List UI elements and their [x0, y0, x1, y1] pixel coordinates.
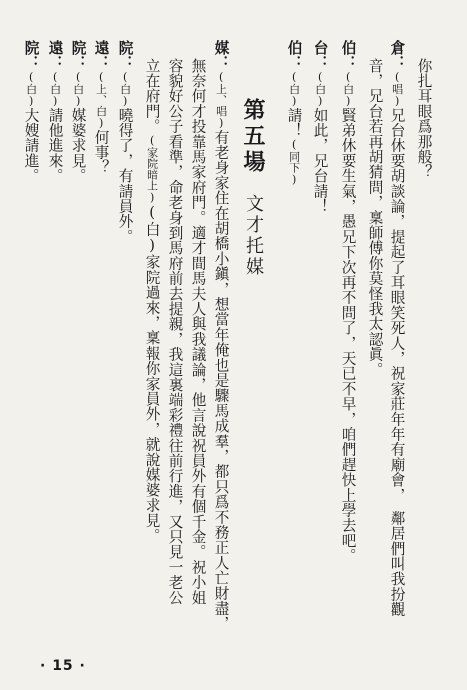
dialogue-text: 請他進來。 [46, 107, 64, 184]
scene-subtitle: 文才托媒 [243, 194, 264, 278]
speaker-label: 院： [116, 40, 134, 71]
speaker-label: 遠： [46, 40, 64, 71]
stage-direction: (白) [24, 70, 38, 108]
speaker-label: 遠： [92, 40, 110, 71]
stage-direction: (白) [71, 70, 85, 108]
speaker-label: 院： [22, 40, 40, 71]
dialogue-text: 容貌好公子看準，命老身到馬府前去提親，我這裏端彩禮往前行進，又只見一老公 [166, 58, 184, 606]
stage-direction: (上、唱) [214, 70, 228, 130]
dialogue-text: 何事？ [92, 129, 110, 176]
dialogue-text: 大嫂請進。 [22, 107, 40, 184]
speaker-label: 伯： [285, 40, 303, 71]
dialogue-text: 請！ [285, 107, 303, 138]
stage-direction: (同下) [287, 137, 301, 186]
dialogue-text: 有老身家住在胡橋小鎭，想當年俺也是驟馬成羣，都只爲不務正人亡財盡， [212, 129, 230, 632]
speaker-label: 台： [311, 40, 329, 71]
stage-direction: (白) [313, 70, 327, 108]
stage-direction: (白) [287, 70, 301, 108]
dialogue-line [416, 58, 431, 180]
dialogue-text: 媒婆求見。 [69, 107, 87, 184]
dialogue-line [286, 40, 301, 186]
speaker-label: 倉： [388, 40, 406, 71]
stage-direction: (上、白) [94, 70, 108, 130]
speaker-label: 院： [69, 40, 87, 71]
stage-direction: (白) [118, 70, 132, 108]
dialogue-text: 兄台休要胡談論，提起了耳眼笑死人，祝家莊年年有廟會， 鄰居們叫我扮觀 [388, 107, 406, 617]
dialogue-line [213, 40, 228, 631]
dialogue-line [93, 40, 108, 175]
speaker-label: 媒： [212, 40, 230, 71]
stage-direction: (白) [341, 70, 355, 108]
dialogue-line [312, 40, 327, 214]
page-number: · 15 · [40, 658, 86, 674]
dialogue-text: 賢弟休要生氣，愚兄下次再不問了，天已不早，咱們趕快上學去吧。 [339, 107, 357, 564]
scene-heading [242, 98, 264, 278]
stage-direction: (白) [48, 70, 62, 108]
stage-direction: (家院暗上) [145, 134, 159, 204]
dialogue-line [144, 58, 159, 543]
dialogue-line [23, 40, 38, 183]
dialogue-text: 音，兄台若再胡猜問，稟師傅你莫怪我太認眞。 [366, 58, 384, 378]
dialogue-line [47, 40, 62, 183]
dialogue-text: (白)家院過來，稟報你家員外，就說媒婆求見。 [143, 204, 161, 544]
dialogue-text: 你扎耳眼爲那般？ [415, 58, 433, 180]
dialogue-text: 曉得了，有請員外。 [116, 107, 134, 245]
dialogue-text: 立在府門。 [143, 58, 161, 134]
dialogue-line [389, 40, 404, 617]
scene-title: 第五場 [240, 98, 266, 176]
dialogue-line [367, 58, 382, 377]
stage-direction: (唱) [390, 70, 404, 108]
dialogue-line [117, 40, 132, 244]
speaker-label: 伯： [339, 40, 357, 71]
dialogue-line [70, 40, 85, 183]
dialogue-text: 無奈何才投靠馬家府門。適才間馬夫人與我議論，他言說祝員外有個千金。祝小姐 [189, 58, 207, 606]
dialogue-line [340, 40, 355, 563]
dialogue-line [190, 58, 205, 605]
dialogue-text: 如此，兄台請！ [311, 107, 329, 214]
dialogue-line [167, 58, 182, 605]
